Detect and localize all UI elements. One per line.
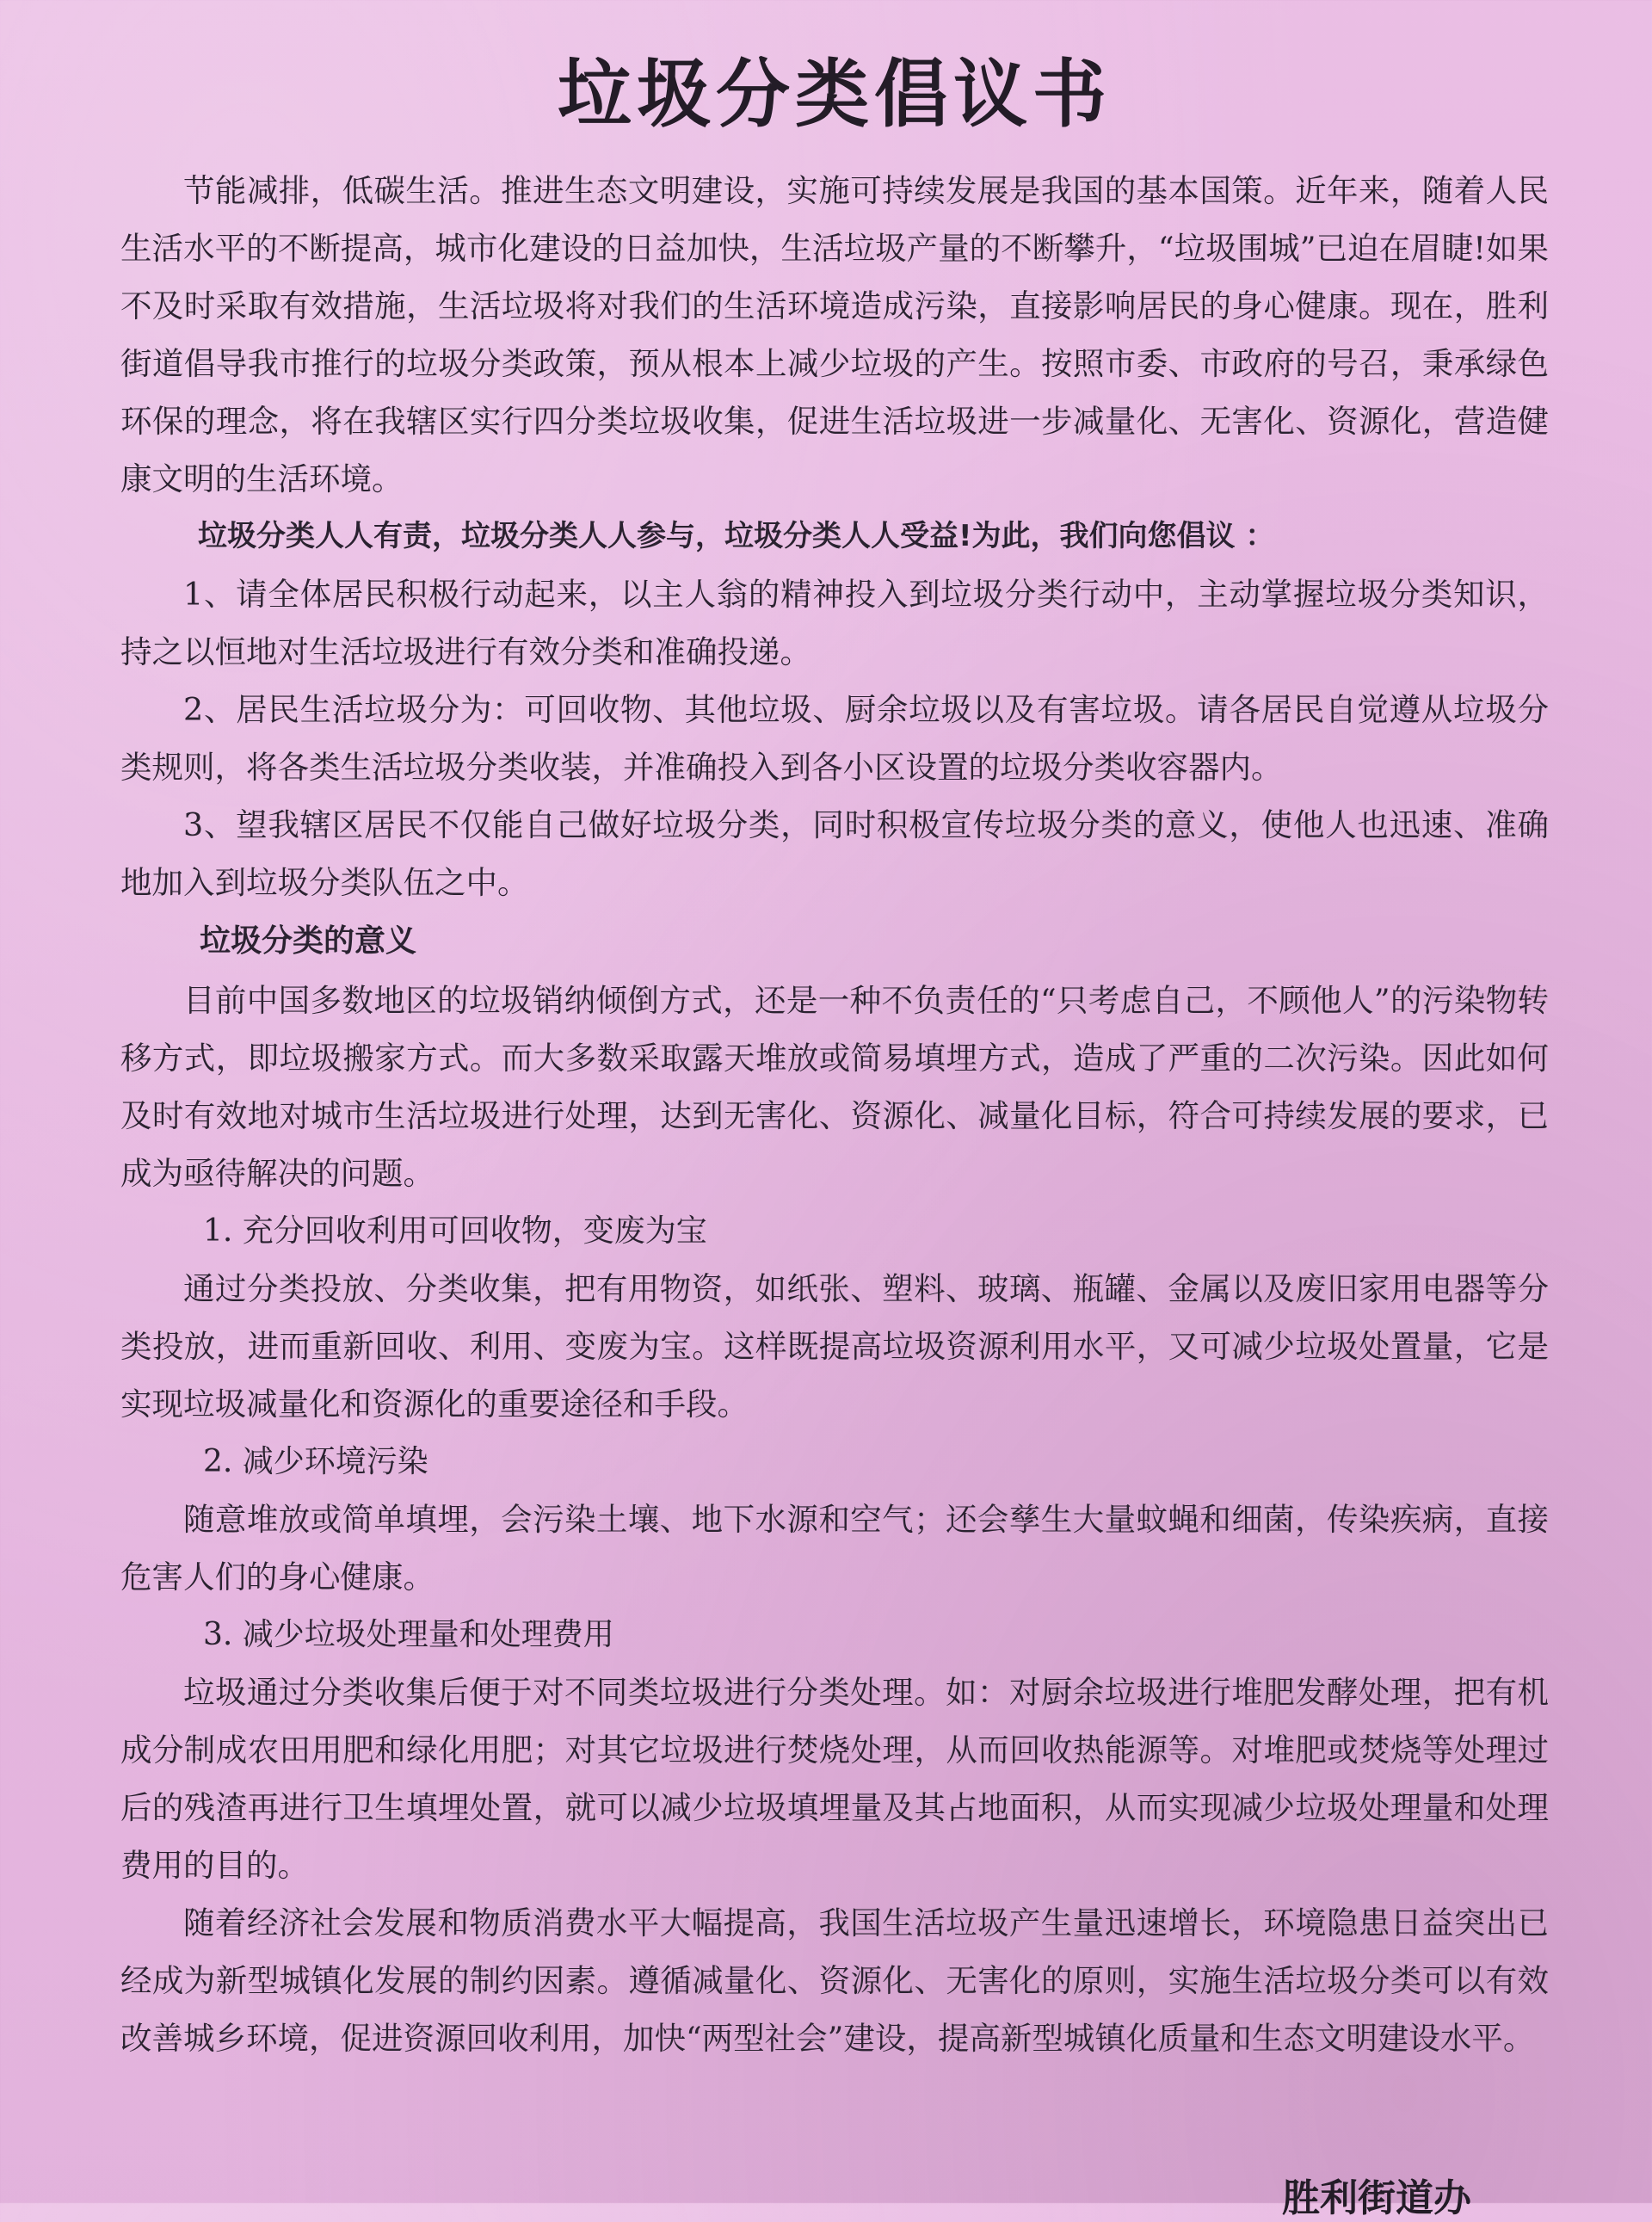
- intro-paragraph: 节能减排，低碳生活。推进生态文明建设，实施可持续发展是我国的基本国策。近年来，随着人民生活水平的不断提高，城市化建设的日益加快，生活垃圾产量的不断攀升，“垃圾围城”已迫在眉睫!如果不及时采取有效措施，生活垃圾将对我们的生活环境造成污染，直接影响居民的身心健康。现在，胜利街道倡导我市推行的垃圾分类政策，预从根本上减少垃圾的产生。按照市委、市政府的号召，秉承绿色环保的理念，将在我辖区实行四分类垃圾收集，促进生活垃圾进一步减量化、无害化、资源化，营造健康文明的生活环境。: [120, 172, 1549, 497]
- point-3-heading: 3. 减少垃圾处理量和处理费用: [203, 1617, 614, 1652]
- conclusion-paragraph: 随着经济社会发展和物质消费水平大幅提高，我国生活垃圾产生量迅速增长，环境隐患日益突出已经成为新型城镇化发展的制约因素。遵循减量化、资源化、无害化的原则，实施生活垃圾分类可以有效改善城乡环境，促进资源回收利用，加快“两型社会”建设，提高新型城镇化质量和生态文明建设水平。: [120, 1904, 1549, 2057]
- point-2-text: 随意堆放或简单填埋，会污染土壤、地下水源和空气；还会孳生大量蚊蝇和细菌，传染疾病，直接危害人们的身心健康。: [120, 1501, 1549, 1596]
- significance-heading: 垃圾分类的意义: [200, 923, 417, 959]
- document-title: 垃圾分类倡议书: [558, 52, 1112, 138]
- signature: 胜利街道办: [1282, 2176, 1471, 2220]
- point-1-heading: 1. 充分回收利用可回收物，变废为宝: [203, 1213, 707, 1249]
- point-2-heading: 2. 减少环境污染: [203, 1444, 428, 1479]
- slogan-line: 垃圾分类人人有责，垃圾分类人人参与，垃圾分类人人受益!为此，我们向您倡议 ：: [198, 519, 1275, 553]
- significance-intro: 目前中国多数地区的垃圾销纳倾倒方式，还是一种不负责任的“只考虑自己，不顾他人”的污染物转移方式，即垃圾搬家方式。而大多数采取露天堆放或简易填埋方式，造成了严重的二次污染。因此如何及时有效地对城市生活垃圾进行处理，达到无害化、资源化、减量化目标，符合可持续发展的要求，已成为亟待解决的问题。: [120, 982, 1549, 1192]
- point-3-text: 垃圾通过分类收集后便于对不同类垃圾进行分类处理。如：对厨余垃圾进行堆肥发酵处理，把有机成分制成农田用肥和绿化用肥；对其它垃圾进行焚烧处理，从而回收热能源等。对堆肥或焚烧等处理过后的残渣再进行卫生填埋处置，就可以减少垃圾填埋量及其占地面积，从而实现减少垃圾处理量和处理费用的目的。: [120, 1674, 1549, 1884]
- proposal-1: 1、请全体居民积极行动起来，以主人翁的精神投入到垃圾分类行动中，主动掌握垃圾分类知识，持之以恒地对生活垃圾进行有效分类和准确投递。: [120, 576, 1549, 670]
- point-1-text: 通过分类投放、分类收集，把有用物资，如纸张、塑料、玻璃、瓶罐、金属以及废旧家用电器等分类投放，进而重新回收、利用、变废为宝。这样既提高垃圾资源利用水平，又可减少垃圾处置量，它是实现垃圾减量化和资源化的重要途径和手段。: [120, 1270, 1549, 1423]
- proposal-2: 2、居民生活垃圾分为：可回收物、其他垃圾、厨余垃圾以及有害垃圾。请各居民自觉遵从垃圾分类规则，将各类生活垃圾分类收装，并准确投入到各小区设置的垃圾分类收容器内。: [120, 691, 1549, 786]
- proposal-3: 3、望我辖区居民不仅能自己做好垃圾分类，同时积极宣传垃圾分类的意义，使他人也迅速、准确地加入到垃圾分类队伍之中。: [120, 806, 1549, 901]
